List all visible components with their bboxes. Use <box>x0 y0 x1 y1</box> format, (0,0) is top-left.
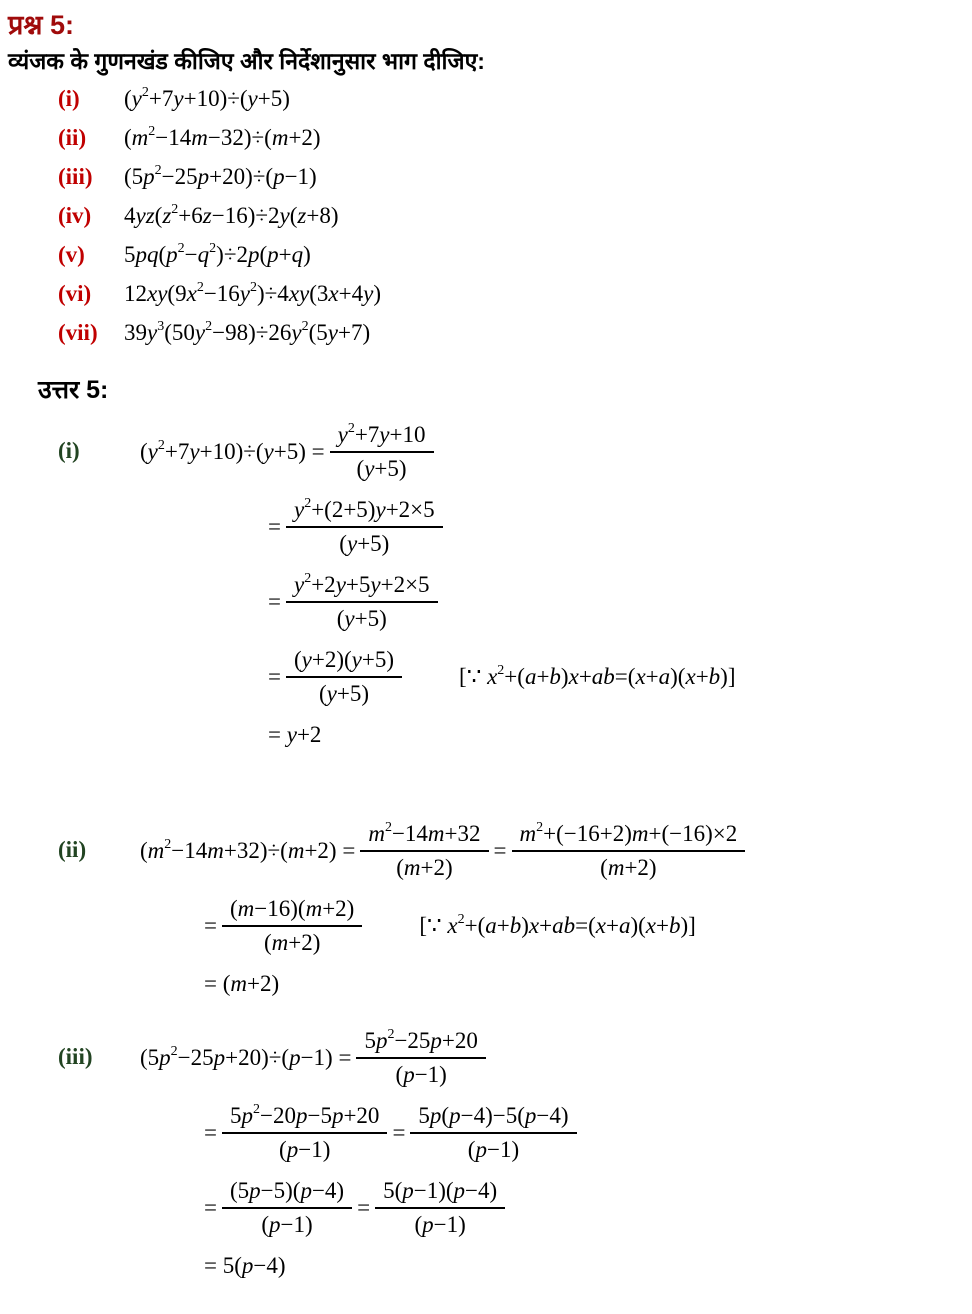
instruction-text: व्यंजक के गुणनखंड कीजिए और निर्देशानुसार भाग दीजिए: <box>8 48 485 74</box>
question-item-label: (iii) <box>58 164 93 189</box>
fraction-denominator: (y+5) <box>356 456 407 481</box>
math-text: = 5(p−4) <box>204 1253 286 1278</box>
fraction <box>286 572 438 632</box>
solution-line <box>204 896 750 956</box>
question-item-label: (v) <box>58 242 85 267</box>
fraction-denominator: (p−1) <box>395 1062 447 1087</box>
solution-label: (ii) <box>58 837 87 862</box>
side-note: [∵ $x^2+(a+b)x+ab=(x+a)(x+b)$] <box>419 912 696 938</box>
question-heading: प्रश्न 5: <box>8 10 74 40</box>
math-text: = <box>493 838 507 863</box>
fraction-denominator: (y+5) <box>339 531 390 556</box>
fraction-numerator: 5p(p−4)−5(p−4) <box>410 1103 576 1134</box>
fraction-numerator: 5(p−1)(p−4) <box>375 1178 505 1209</box>
solution-section <box>8 422 962 763</box>
fraction-numerator: (5p−5)(p−4) <box>222 1178 352 1209</box>
solution-line <box>204 1253 582 1279</box>
fraction <box>375 1178 505 1238</box>
fraction <box>356 1028 485 1088</box>
answer-heading: उत्तर 5: <box>38 376 109 404</box>
fraction-denominator: (m+2) <box>263 930 321 955</box>
question-expression: $(5p^2-25p+20)\div(p-1)$ <box>124 163 317 189</box>
question-expression: $39y^3(50y^2-98)\div 26y^2(5y+7)$ <box>124 319 371 345</box>
math-text: = <box>268 514 281 539</box>
fraction-denominator: (p−1) <box>261 1212 313 1237</box>
solution-list <box>8 422 962 1294</box>
math-text: = <box>357 1195 371 1220</box>
question-item-label: (vi) <box>58 281 92 306</box>
solution-steps <box>140 1028 582 1294</box>
math-text: $(m^2-14m+32)\div(m+2)$ = <box>140 837 356 863</box>
solution-line <box>204 971 750 997</box>
fraction-numerator: $5p^2-20p-5p+20$ <box>222 1103 387 1134</box>
fraction-denominator: (p−1) <box>467 1137 520 1162</box>
solution-section <box>8 821 962 1012</box>
fraction <box>512 821 746 881</box>
question-item <box>58 203 962 229</box>
fraction <box>360 821 488 881</box>
fraction-denominator: (m+2) <box>600 855 657 880</box>
fraction <box>222 1103 387 1163</box>
question-item <box>58 164 962 190</box>
solution-label: (i) <box>58 438 80 463</box>
math-text: = <box>204 1120 217 1145</box>
question-item <box>58 125 962 151</box>
fraction-numerator: $5p^2-25p+20$ <box>356 1028 485 1059</box>
fraction-denominator: (y+5) <box>336 606 387 631</box>
question-expression: $(m^2-14m-32)\div(m+2)$ <box>124 124 321 150</box>
solution-line <box>140 1028 582 1088</box>
question-expression: $12xy(9x^2-16y^2)\div 4xy(3x+4y)$ <box>124 280 381 306</box>
solution-steps <box>140 422 736 763</box>
math-text: = <box>268 664 281 689</box>
question-list <box>8 86 962 346</box>
solution-line <box>268 572 736 632</box>
fraction-numerator: $y^2+(2+5)y+2\times 5$ <box>286 497 443 528</box>
math-text: = <box>204 913 217 938</box>
solution-section <box>8 1028 962 1294</box>
solution-line <box>268 497 736 557</box>
math-text: = <box>392 1120 406 1145</box>
math-text: = <box>204 1195 217 1220</box>
fraction <box>330 422 434 482</box>
question-item-label: (vii) <box>58 320 98 345</box>
solution-line <box>140 422 736 482</box>
fraction-denominator: (y+5) <box>318 681 370 706</box>
question-item <box>58 320 962 346</box>
fraction-denominator: (p−1) <box>279 1137 331 1162</box>
question-expression: $(y^2+7y+10)\div(y+5)$ <box>124 85 290 111</box>
question-item <box>58 86 962 112</box>
fraction-denominator: (m+2) <box>396 855 453 880</box>
question-expression: $4yz(z^2+6z-16)\div 2y(z+8)$ <box>124 202 339 228</box>
fraction-numerator: $m^2-14m+32$ <box>360 821 488 852</box>
solution-steps <box>140 821 750 1012</box>
solution-line <box>204 1178 582 1238</box>
solution-line <box>204 1103 582 1163</box>
fraction-numerator: $y^2+2y+5y+2\times 5$ <box>286 572 438 603</box>
question-item-label: (iv) <box>58 203 92 228</box>
solution-line <box>140 821 750 881</box>
question-item-label: (i) <box>58 86 80 111</box>
solution-label: (iii) <box>58 1044 93 1069</box>
math-text: = (m+2) <box>204 971 280 996</box>
fraction-numerator: (y+2)(y+5) <box>286 647 402 678</box>
math-text: = <box>268 589 281 614</box>
fraction <box>410 1103 576 1163</box>
fraction-denominator: (p−1) <box>414 1212 466 1237</box>
fraction <box>286 497 443 557</box>
fraction-numerator: $y^2+7y+10$ <box>330 422 434 453</box>
math-text: $(5p^2-25p+20)\div(p-1)$ = <box>140 1044 352 1070</box>
question-item <box>58 281 962 307</box>
fraction-numerator: (m−16)(m+2) <box>222 896 362 927</box>
solution-line <box>268 722 736 748</box>
fraction <box>222 1178 352 1238</box>
fraction-numerator: $m^2+(-16+2)m+(-16)\times 2$ <box>512 821 746 852</box>
math-text: $(y^2+7y+10)\div(y+5)$ = <box>140 438 325 464</box>
fraction <box>286 647 402 707</box>
fraction <box>222 896 362 956</box>
question-expression: $5pq(p^2-q^2)\div 2p(p+q)$ <box>124 241 311 267</box>
solution-line <box>268 647 736 707</box>
side-note: [∵ $x^2+(a+b)x+ab=(x+a)(x+b)$] <box>459 663 736 689</box>
math-text: = y+2 <box>268 722 322 747</box>
question-item <box>58 242 962 268</box>
question-item-label: (ii) <box>58 125 87 150</box>
